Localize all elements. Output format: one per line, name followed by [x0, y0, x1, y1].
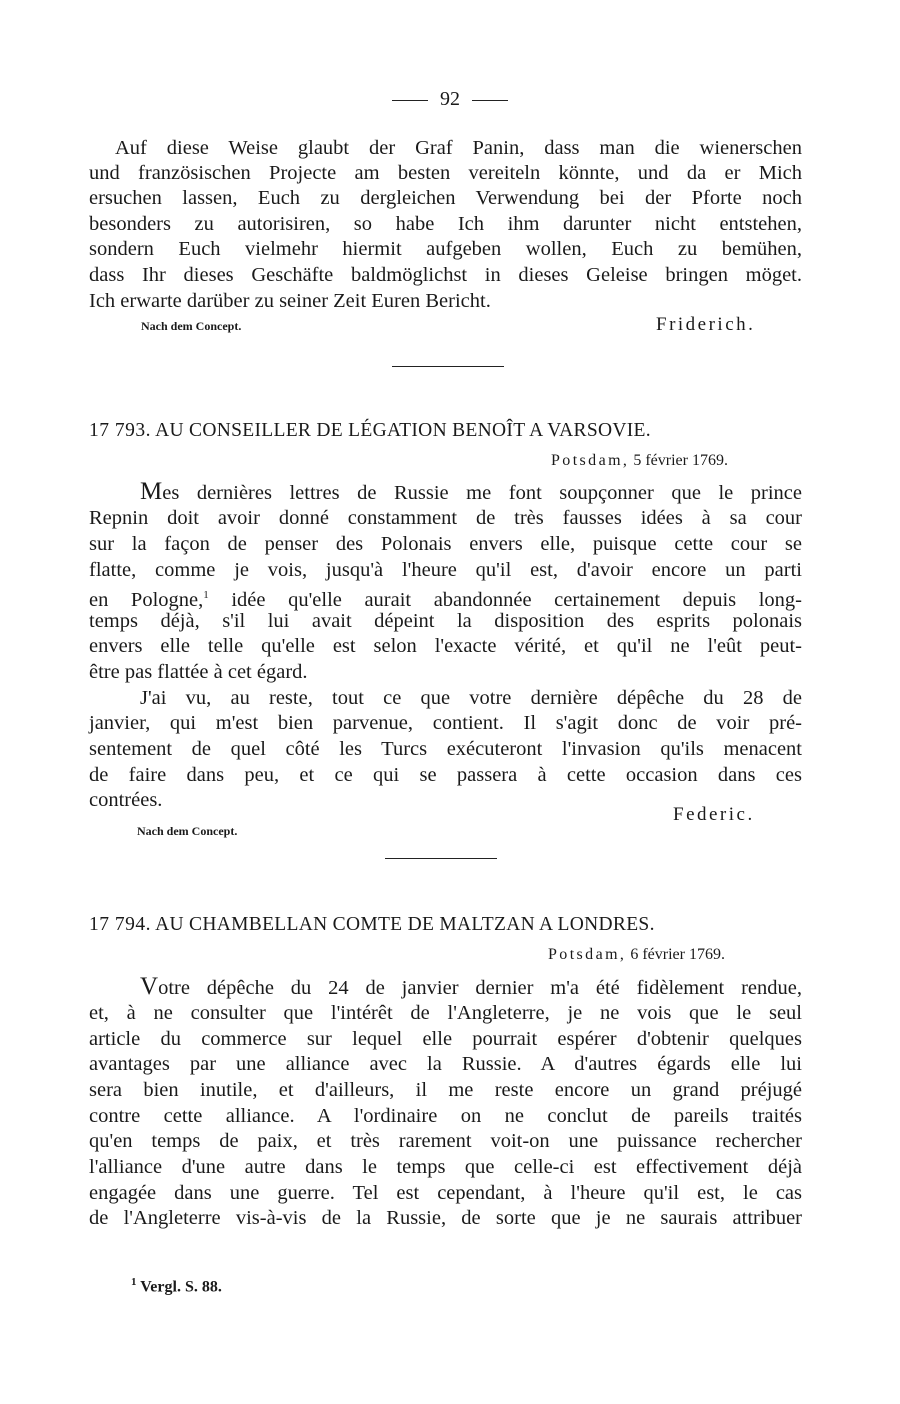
text-line: sera bien inutile, et d'ailleurs, il me reste encore un grand préjugé	[89, 1079, 802, 1101]
text-line: sentement de quel côté les Turcs exécuteront l'invasion qu'ils menacent	[89, 738, 802, 760]
text-line: avantages par une alliance avec la Russie. A d'autres égards elle lui	[89, 1053, 802, 1075]
footnote-marker: 1	[131, 1276, 137, 1288]
text-line: envers elle telle qu'elle est selon l'exacte vérité, et qu'il ne l'eût peut-	[89, 635, 802, 657]
initial-letter: V	[140, 973, 159, 1000]
footnote-text: Vergl. S. 88.	[140, 1278, 222, 1296]
text-line: engagée dans une guerre. Tel est cependant, à l'heure qu'il est, le cas	[89, 1182, 802, 1204]
text-span: otre dépêche du 24 de janvier dernier m'a été fidèlement rendue,	[158, 977, 802, 999]
text-line: temps déjà, s'il lui avait dépeint la disposition des esprits polonais	[89, 610, 802, 632]
source-note: Nach dem Concept.	[137, 824, 238, 838]
text-span: idée qu'elle aurait abandonnée certainement depuis long-	[208, 588, 803, 611]
place-name: Potsdam,	[551, 452, 630, 469]
text-line: Ich erwarte darüber zu seiner Zeit Euren Bericht.	[89, 290, 491, 312]
footnote	[131, 1276, 222, 1296]
letter-date: 5 février 1769.	[633, 452, 728, 469]
signature: Friderich.	[656, 314, 756, 335]
text-line: J'ai vu, au reste, tout ce que votre dernière dépêche du 28 de	[140, 687, 802, 709]
letter-title: AU CHAMBELLAN COMTE DE MALTZAN A LONDRES.	[155, 914, 655, 935]
text-line: de faire dans peu, et ce qui se passera à cette occasion dans ces	[89, 764, 802, 786]
page-number-value: 92	[440, 88, 460, 110]
text-line: contrées.	[89, 789, 163, 811]
text-line: janvier, qui m'est bien parvenue, contient. Il s'agit donc de voir pré-	[89, 712, 802, 734]
text-line: flatte, comme je vois, jusqu'à l'heure qu'il est, d'avoir encore un parti	[89, 559, 802, 581]
text-line: Repnin doit avoir donné constamment de très fausses idées à sa cour	[89, 507, 802, 529]
text-line: dass Ihr dieses Geschäfte baldmöglichst in dieses Geleise bringen möget.	[89, 264, 802, 286]
text-line: être pas flattée à cet égard.	[89, 661, 308, 683]
text-line: contre cette alliance. A l'ordinaire on ne conclut de pareils traités	[89, 1105, 802, 1127]
signature: Federic.	[673, 804, 755, 825]
letter-date: 6 février 1769.	[630, 946, 725, 963]
letter-number: 17 794.	[89, 914, 151, 935]
initial-letter: M	[140, 478, 163, 505]
text-line: article du commerce sur lequel elle pourrait espérer d'obtenir quelques	[89, 1028, 802, 1050]
text-line: sur la façon de penser des Polonais envers elle, puisque cette cour se	[89, 533, 802, 555]
text-span: es dernières lettres de Russie me font soupçonner que le prince	[162, 482, 802, 504]
text-span: en Pologne,	[89, 588, 204, 611]
text-line: und französischen Projecte am besten vereiteln könnte, und da er Mich	[89, 162, 802, 184]
text-line	[140, 480, 802, 505]
section-divider	[385, 858, 497, 859]
letter-number: 17 793.	[89, 420, 151, 441]
letter-dateline	[548, 946, 725, 964]
text-line: l'alliance d'une autre dans le temps que celle-ci est effectivement déjà	[89, 1156, 802, 1178]
letter-heading	[89, 914, 655, 936]
letter-heading	[89, 420, 651, 442]
dash-right	[472, 100, 508, 101]
text-line	[140, 975, 802, 1000]
section-divider	[392, 366, 504, 367]
letter-title: AU CONSEILLER DE LÉGATION BENOÎT A VARSOVIE.	[155, 420, 651, 441]
page-number	[0, 88, 900, 111]
text-line: de l'Angleterre vis-à-vis de la Russie, de sorte que je ne saurais attribuer	[89, 1207, 802, 1229]
place-name: Potsdam,	[548, 946, 627, 963]
letter-dateline	[551, 452, 728, 470]
text-line: sondern Euch vielmehr hiermit aufgeben wollen, Euch zu bemühen,	[89, 238, 802, 260]
footnote-marker: 1	[203, 589, 209, 601]
text-line: ersuchen lassen, Euch zu dergleichen Verwendung bei der Pforte noch	[89, 187, 802, 209]
text-line: besonders zu autorisiren, so habe Ich ihm darunter nicht entstehen,	[89, 213, 802, 235]
text-line: Auf diese Weise glaubt der Graf Panin, dass man die wienerschen	[115, 137, 802, 159]
text-line: et, à ne consulter que l'intérêt de l'Angleterre, je ne vois que le seul	[89, 1002, 802, 1024]
text-line	[89, 583, 802, 612]
source-note: Nach dem Concept.	[141, 319, 242, 333]
dash-left	[392, 100, 428, 101]
text-line: qu'en temps de paix, et très rarement voit-on une puissance rechercher	[89, 1130, 802, 1152]
